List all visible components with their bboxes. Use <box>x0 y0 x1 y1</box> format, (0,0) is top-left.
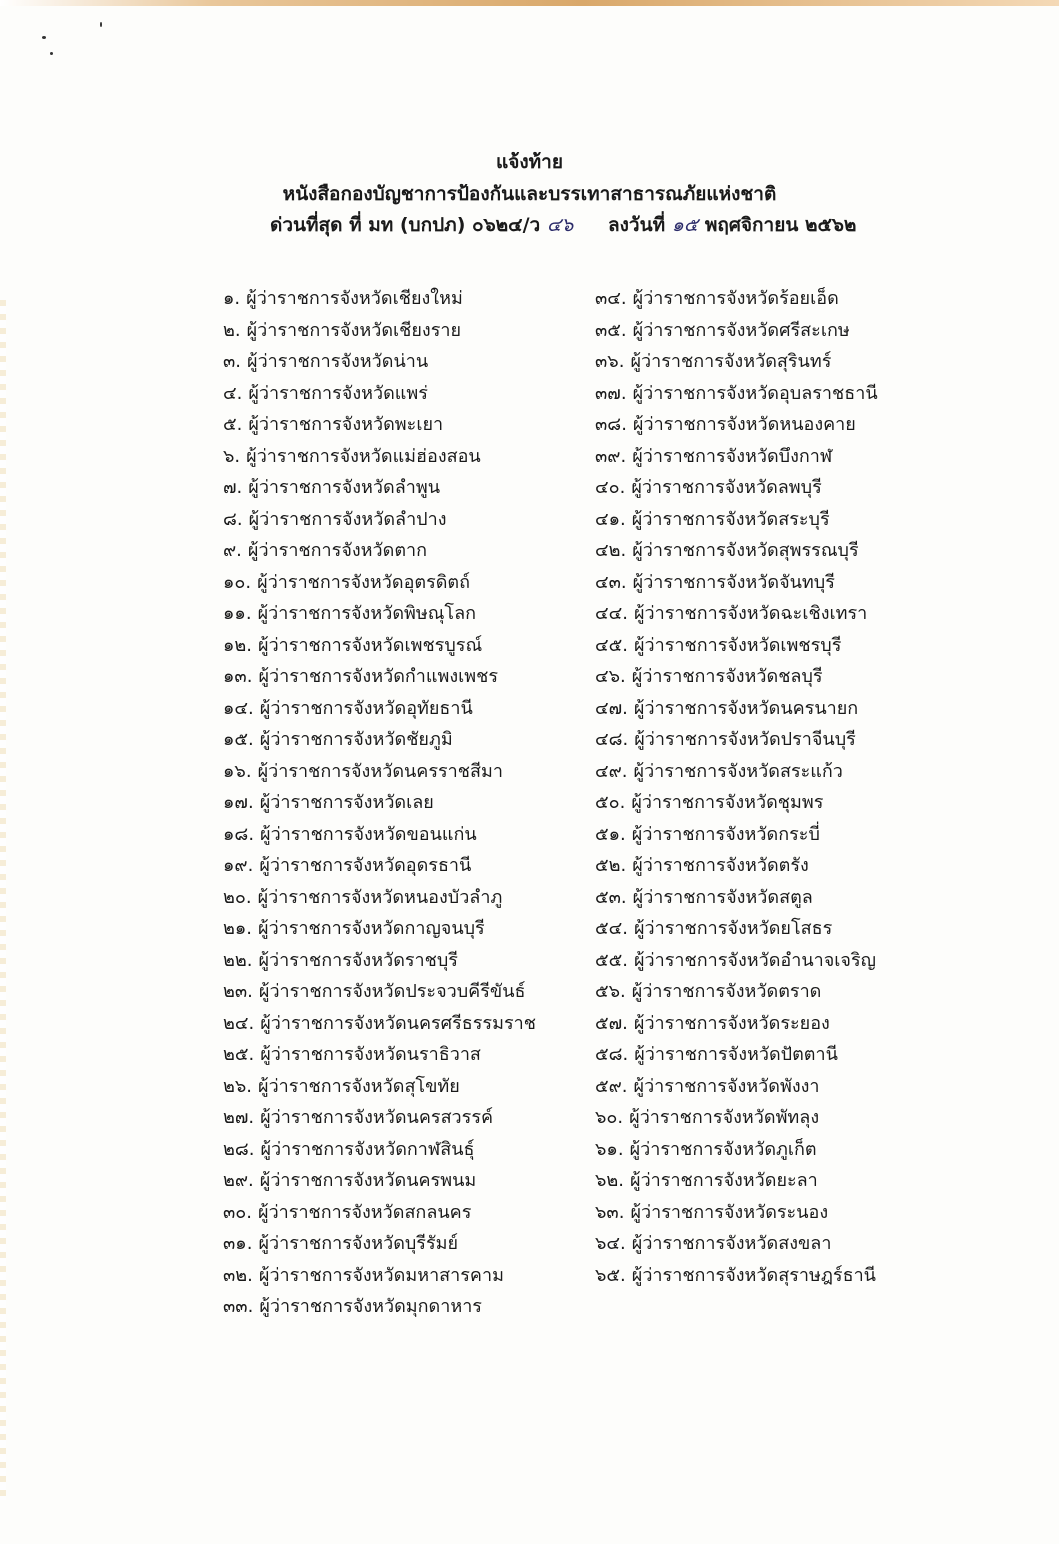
recipient-list-item <box>595 693 878 725</box>
item-text: ผู้ว่าราชการจังหวัดอุบลราชธานี <box>632 382 878 404</box>
recipient-list-item <box>595 976 878 1008</box>
item-number: ๖๑. <box>595 1138 624 1160</box>
item-text: ผู้ว่าราชการจังหวัดหนองบัวลำภู <box>257 886 503 908</box>
item-text: ผู้ว่าราชการจังหวัดสกลนคร <box>258 1201 472 1223</box>
recipient-list-item <box>223 724 536 756</box>
item-text: ผู้ว่าราชการจังหวัดบึงกาฬ <box>632 445 833 467</box>
item-text: ผู้ว่าราชการจังหวัดลำพูน <box>248 477 440 498</box>
item-number: ๔๔. <box>595 603 628 624</box>
recipient-list-item <box>223 1291 536 1323</box>
recipient-list-item <box>223 1102 536 1134</box>
item-number: ๕๓. <box>595 886 627 908</box>
item-number: ๒๓. <box>223 981 253 1002</box>
item-text: ผู้ว่าราชการจังหวัดอุดรธานี <box>259 855 472 876</box>
item-number: ๑. <box>223 288 241 309</box>
item-text: ผู้ว่าราชการจังหวัดปราจีนบุรี <box>634 729 856 750</box>
item-number: ๖. <box>223 445 241 467</box>
item-number: ๒๖. <box>223 1075 253 1097</box>
recipient-list-item <box>223 1228 536 1260</box>
item-text: ผู้ว่าราชการจังหวัดขอนแก่น <box>260 823 477 845</box>
item-number: ๓๗. <box>595 382 627 404</box>
item-number: ๑๗. <box>223 792 254 813</box>
recipient-list-item <box>595 1071 878 1103</box>
item-text: ผู้ว่าราชการจังหวัดสตูล <box>632 886 813 908</box>
recipient-list-item <box>223 1134 536 1166</box>
item-text: ผู้ว่าราชการจังหวัดตรัง <box>632 855 809 876</box>
recipient-list-item <box>223 567 536 599</box>
recipient-list-item <box>223 913 536 945</box>
item-text: ผู้ว่าราชการจังหวัดเพชรบูรณ์ <box>258 634 483 656</box>
item-number: ๑๙. <box>223 855 254 876</box>
paper-left-edge <box>0 300 6 1500</box>
recipient-list-item <box>223 315 536 347</box>
item-number: ๔๘. <box>595 729 629 750</box>
item-text: ผู้ว่าราชการจังหวัดสระแก้ว <box>633 760 843 782</box>
item-text: ผู้ว่าราชการจังหวัดภูเก็ต <box>629 1138 817 1160</box>
item-text: ผู้ว่าราชการจังหวัดนครพนม <box>259 1170 477 1191</box>
item-text: ผู้ว่าราชการจังหวัดลพบุรี <box>631 477 822 498</box>
item-number: ๖๐. <box>595 1107 624 1128</box>
item-text: ผู้ว่าราชการจังหวัดนครศรีธรรมราช <box>260 1012 536 1034</box>
item-text: ผู้ว่าราชการจังหวัดระยอง <box>633 1012 830 1034</box>
item-number: ๖๒. <box>595 1170 625 1191</box>
item-text: ผู้ว่าราชการจังหวัดตาก <box>247 540 428 561</box>
recipient-list-item <box>223 850 536 882</box>
recipient-list-item <box>223 1039 536 1071</box>
item-number: ๙. <box>223 540 242 561</box>
item-number: ๕๗. <box>595 1012 628 1034</box>
item-number: ๑๒. <box>223 634 253 656</box>
date-day-handwritten: ๑๕ <box>671 214 699 236</box>
item-number: ๔. <box>223 382 243 404</box>
reference-number-handwritten: ๔๖ <box>546 214 574 236</box>
item-number: ๒๒. <box>223 949 253 971</box>
item-text: ผู้ว่าราชการจังหวัดนครสวรรค์ <box>260 1107 494 1128</box>
item-text: ผู้ว่าราชการจังหวัดสงขลา <box>631 1233 832 1254</box>
recipient-list-item <box>595 1260 878 1292</box>
item-number: ๓๓. <box>223 1296 254 1317</box>
recipient-list-item <box>595 409 878 441</box>
item-text: ผู้ว่าราชการจังหวัดฉะเชิงเทรา <box>633 603 868 624</box>
item-number: ๗. <box>223 477 243 498</box>
item-number: ๒๘. <box>223 1138 255 1160</box>
recipient-list-item <box>595 1102 878 1134</box>
item-text: ผู้ว่าราชการจังหวัดมหาสารคาม <box>258 1264 504 1286</box>
recipient-list-item <box>595 315 878 347</box>
recipient-list-item <box>223 819 536 851</box>
recipient-list-item <box>595 819 878 851</box>
recipient-list-item <box>595 913 878 945</box>
item-number: ๓. <box>223 351 242 372</box>
item-number: ๔๖. <box>595 666 626 687</box>
item-text: ผู้ว่าราชการจังหวัดชัยภูมิ <box>259 729 453 750</box>
item-text: ผู้ว่าราชการจังหวัดกาญจนบุรี <box>258 918 485 939</box>
recipient-list-item <box>223 693 536 725</box>
recipient-list-item <box>595 787 878 819</box>
recipient-list-item <box>595 1165 878 1197</box>
recipient-list-item <box>223 535 536 567</box>
document-reference-line <box>270 213 870 237</box>
item-text: ผู้ว่าราชการจังหวัดชุมพร <box>631 792 824 813</box>
recipient-list-item <box>595 1039 878 1071</box>
recipient-list-item <box>595 1228 878 1260</box>
item-number: ๓๐. <box>223 1201 253 1223</box>
item-number: ๓๒. <box>223 1264 253 1286</box>
item-number: ๓๑. <box>223 1233 253 1254</box>
item-number: ๑๐. <box>223 571 252 593</box>
item-text: ผู้ว่าราชการจังหวัดสุโขทัย <box>258 1075 460 1097</box>
item-text: ผู้ว่าราชการจังหวัดกาฬสินธุ์ <box>260 1138 475 1160</box>
recipient-list-item <box>223 409 536 441</box>
item-text: ผู้ว่าราชการจังหวัดเพชรบุรี <box>633 634 842 656</box>
item-text: ผู้ว่าราชการจังหวัดกำแพงเพชร <box>258 666 499 687</box>
recipient-list-item <box>595 283 878 315</box>
item-number: ๑๓. <box>223 666 253 687</box>
item-number: ๕๘. <box>595 1044 629 1065</box>
recipient-list-item <box>223 378 536 410</box>
item-number: ๕๕. <box>595 949 628 971</box>
item-text: ผู้ว่าราชการจังหวัดร้อยเอ็ด <box>632 288 839 309</box>
recipient-list-item <box>223 661 536 693</box>
paper-top-edge <box>0 0 1059 6</box>
item-number: ๘. <box>223 508 243 530</box>
item-text: ผู้ว่าราชการจังหวัดบุรีรัมย์ <box>258 1233 459 1254</box>
recipient-list-item <box>223 346 536 378</box>
recipient-list-item <box>223 472 536 504</box>
item-number: ๑๑. <box>223 603 252 624</box>
recipient-list-item <box>595 1197 878 1229</box>
recipient-list-item <box>223 630 536 662</box>
item-number: ๒๕. <box>223 1044 255 1065</box>
item-number: ๕๙. <box>595 1075 628 1097</box>
recipient-list-item <box>595 756 878 788</box>
item-text: ผู้ว่าราชการจังหวัดกระบี่ <box>631 823 820 845</box>
item-number: ๖๓. <box>595 1201 625 1223</box>
item-number: ๓๔. <box>595 288 627 309</box>
date-label: ลงวันที่ <box>608 214 666 236</box>
item-number: ๔๒. <box>595 540 627 561</box>
item-text: ผู้ว่าราชการจังหวัดยะลา <box>630 1170 818 1191</box>
item-number: ๔๕. <box>595 634 628 656</box>
recipient-list-item <box>595 850 878 882</box>
item-text: ผู้ว่าราชการจังหวัดพะเยา <box>248 414 444 435</box>
recipient-list-item <box>595 472 878 504</box>
item-text: ผู้ว่าราชการจังหวัดระนอง <box>630 1201 829 1223</box>
item-text: ผู้ว่าราชการจังหวัดสุพรรณบุรี <box>632 540 859 561</box>
recipient-list-item <box>595 567 878 599</box>
recipient-list-item <box>223 1165 536 1197</box>
item-number: ๒๙. <box>223 1170 254 1191</box>
item-number: ๒๑. <box>223 918 253 939</box>
recipient-list-item <box>223 1008 536 1040</box>
item-text: ผู้ว่าราชการจังหวัดหนองคาย <box>632 414 856 435</box>
recipient-list-item <box>223 283 536 315</box>
recipient-list-item <box>595 1008 878 1040</box>
item-number: ๓๘. <box>595 414 627 435</box>
recipient-list-item <box>595 882 878 914</box>
recipient-list-item <box>223 441 536 473</box>
item-number: ๕๒. <box>595 855 627 876</box>
item-number: ๓๕. <box>595 319 627 341</box>
item-text: ผู้ว่าราชการจังหวัดนครราชสีมา <box>257 760 503 782</box>
recipient-list-item <box>223 945 536 977</box>
item-number: ๖๔. <box>595 1233 626 1254</box>
item-number: ๓๙. <box>595 445 627 467</box>
document-title: แจ้งท้าย <box>496 151 563 173</box>
item-number: ๔๙. <box>595 760 628 782</box>
recipient-list-item <box>223 756 536 788</box>
item-number: ๑๘. <box>223 823 255 845</box>
recipient-list-item <box>595 1134 878 1166</box>
reference-label: ด่วนที่สุด ที่ มท (บกปภ) ๐๖๒๔/ว <box>270 214 541 236</box>
item-number: ๔๐. <box>595 477 626 498</box>
item-text: ผู้ว่าราชการจังหวัดนราธิวาส <box>260 1044 481 1065</box>
item-text: ผู้ว่าราชการจังหวัดศรีสะเกษ <box>632 319 850 341</box>
recipient-list-item <box>595 346 878 378</box>
item-text: ผู้ว่าราชการจังหวัดพังงา <box>633 1075 820 1097</box>
item-number: ๔๗. <box>595 697 628 719</box>
recipient-list-item <box>223 882 536 914</box>
document-date <box>608 213 856 237</box>
item-text: ผู้ว่าราชการจังหวัดพัทลุง <box>629 1107 820 1128</box>
item-number: ๓๖. <box>595 351 625 372</box>
recipient-list-item <box>595 598 878 630</box>
recipient-list-item <box>223 1071 536 1103</box>
item-number: ๕๔. <box>595 918 628 939</box>
recipient-list-right <box>595 283 878 1291</box>
item-text: ผู้ว่าราชการจังหวัดพิษณุโลก <box>257 603 477 624</box>
recipient-list-item <box>595 630 878 662</box>
recipient-list-item <box>223 504 536 536</box>
item-text: ผู้ว่าราชการจังหวัดลำปาง <box>248 508 447 530</box>
item-text: ผู้ว่าราชการจังหวัดอุทัยธานี <box>259 697 473 719</box>
item-number: ๑๔. <box>223 697 254 719</box>
item-number: ๑๖. <box>223 760 252 782</box>
item-text: ผู้ว่าราชการจังหวัดสุราษฎร์ธานี <box>631 1264 876 1286</box>
item-text: ผู้ว่าราชการจังหวัดแม่ฮ่องสอน <box>246 445 481 467</box>
recipient-list-item <box>595 378 878 410</box>
recipient-list-item <box>223 1197 536 1229</box>
recipient-list-item <box>223 976 536 1008</box>
item-number: ๕๐. <box>595 792 626 813</box>
recipient-list-left <box>223 283 536 1323</box>
item-text: ผู้ว่าราชการจังหวัดปัตตานี <box>634 1044 838 1065</box>
recipient-list-item <box>595 724 878 756</box>
item-text: ผู้ว่าราชการจังหวัดแพร่ <box>248 382 428 404</box>
item-number: ๕. <box>223 414 243 435</box>
item-text: ผู้ว่าราชการจังหวัดชลบุรี <box>631 666 823 687</box>
recipient-list-item <box>595 661 878 693</box>
item-number: ๒๐. <box>223 886 252 908</box>
item-text: ผู้ว่าราชการจังหวัดราชบุรี <box>258 949 458 971</box>
item-text: ผู้ว่าราชการจังหวัดมุกดาหาร <box>259 1296 482 1317</box>
item-text: ผู้ว่าราชการจังหวัดประจวบคีรีขันธ์ <box>258 981 526 1002</box>
item-number: ๑๕. <box>223 729 254 750</box>
item-text: ผู้ว่าราชการจังหวัดเชียงราย <box>246 319 462 341</box>
recipient-list-item <box>595 945 878 977</box>
item-text: ผู้ว่าราชการจังหวัดเลย <box>259 792 434 813</box>
item-text: ผู้ว่าราชการจังหวัดน่าน <box>247 351 429 372</box>
item-text: ผู้ว่าราชการจังหวัดจันทบุรี <box>632 571 835 593</box>
recipient-list-item <box>595 535 878 567</box>
item-text: ผู้ว่าราชการจังหวัดสระบุรี <box>631 508 830 530</box>
item-text: ผู้ว่าราชการจังหวัดอำนาจเจริญ <box>633 949 876 971</box>
recipient-list-item <box>223 598 536 630</box>
item-number: ๕๑. <box>595 823 626 845</box>
item-number: ๕๖. <box>595 981 626 1002</box>
recipient-list-item <box>595 441 878 473</box>
item-number: ๒. <box>223 319 241 341</box>
item-number: ๔๑. <box>595 508 626 530</box>
recipient-list-item <box>223 787 536 819</box>
item-number: ๔๓. <box>595 571 627 593</box>
item-text: ผู้ว่าราชการจังหวัดยโสธร <box>633 918 833 939</box>
recipient-list-item <box>595 504 878 536</box>
item-number: ๒๔. <box>223 1012 255 1034</box>
item-text: ผู้ว่าราชการจังหวัดอุตรดิตถ์ <box>257 571 471 593</box>
item-text: ผู้ว่าราชการจังหวัดสุรินทร์ <box>630 351 832 372</box>
item-text: ผู้ว่าราชการจังหวัดนครนายก <box>633 697 859 719</box>
date-month-year: พฤศจิกายน ๒๕๖๒ <box>704 214 857 236</box>
item-number: ๖๕. <box>595 1264 626 1286</box>
item-text: ผู้ว่าราชการจังหวัดเชียงใหม่ <box>246 288 463 309</box>
item-text: ผู้ว่าราชการจังหวัดตราด <box>631 981 822 1002</box>
item-number: ๒๗. <box>223 1107 255 1128</box>
document-subtitle: หนังสือกองบัญชาการป้องกันและบรรเทาสาธารณภัยแห่งชาติ <box>282 183 777 205</box>
recipient-list-item <box>223 1260 536 1292</box>
